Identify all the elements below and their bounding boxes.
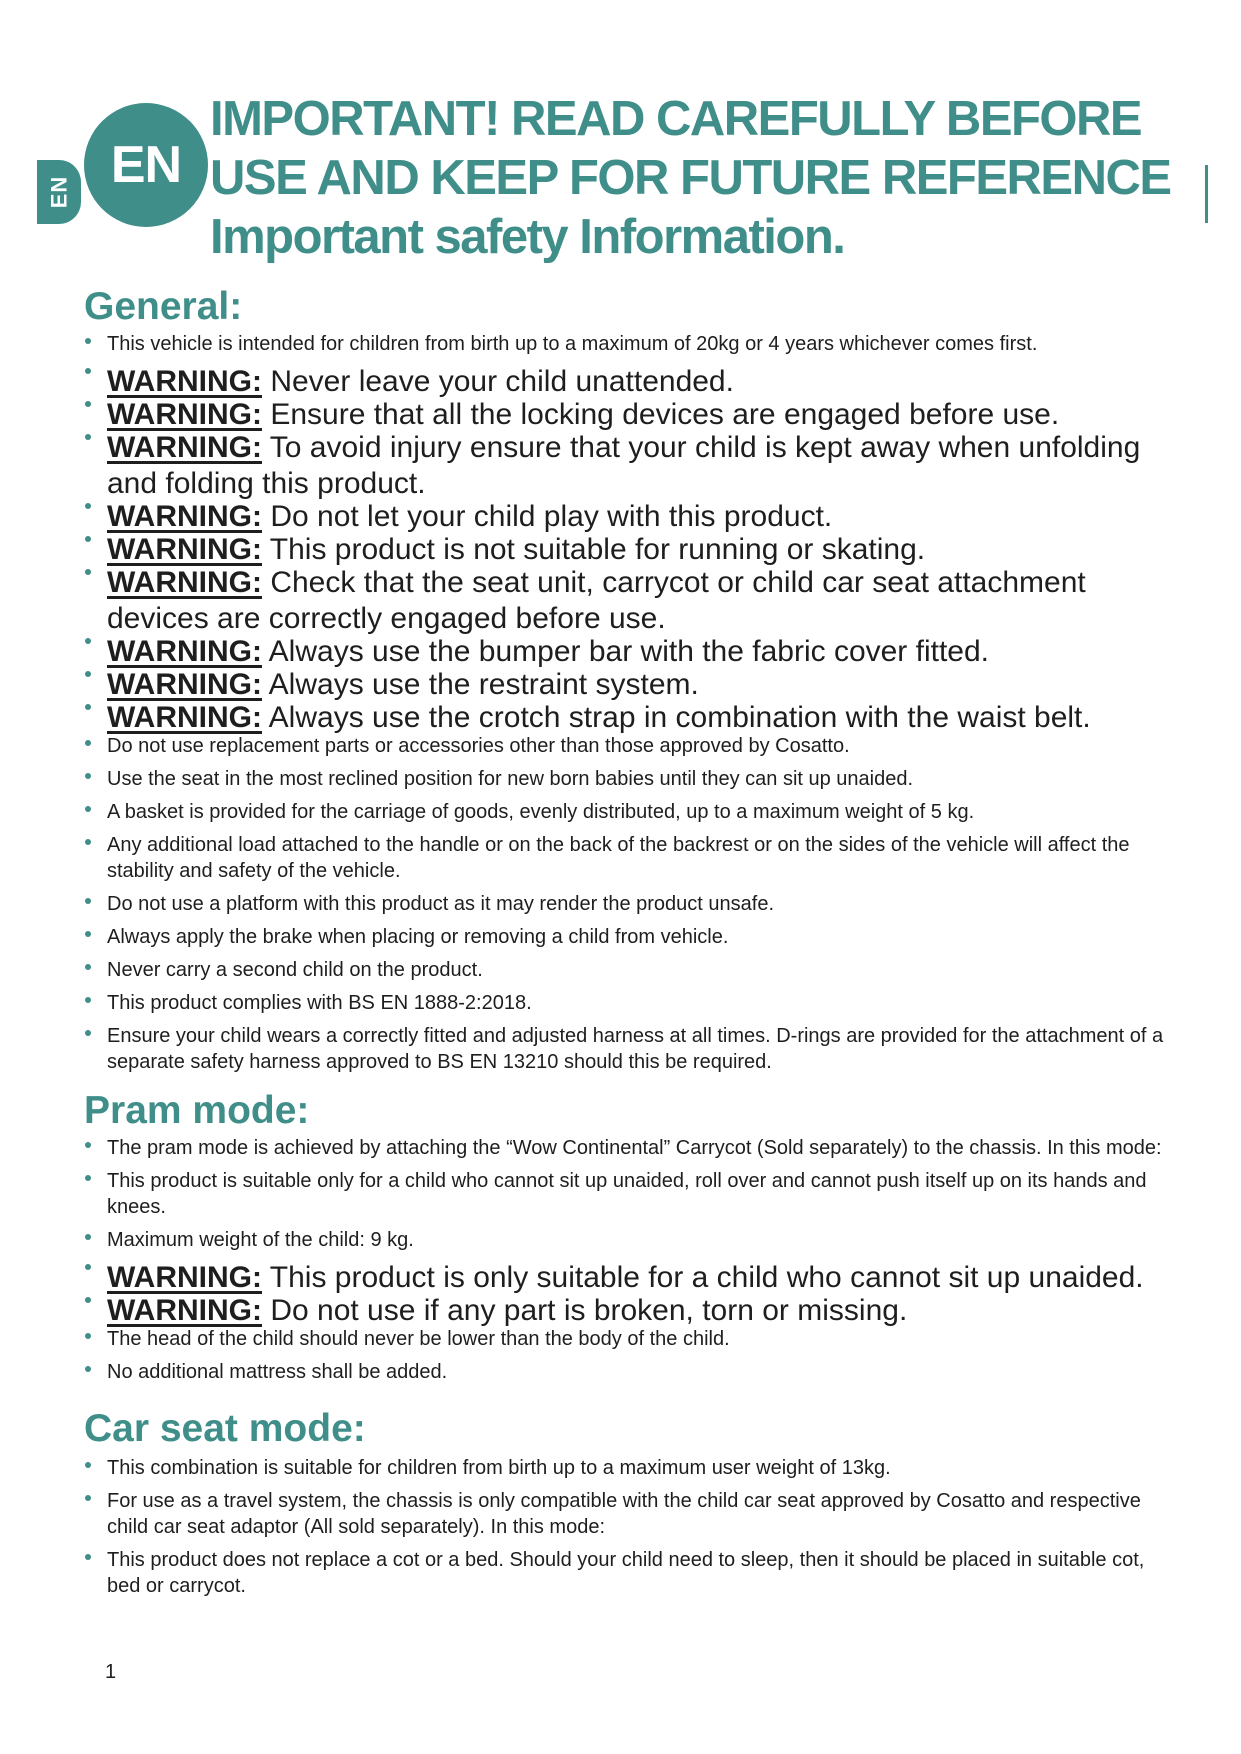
list-item <box>84 891 1164 917</box>
warning-label: WARNING: <box>107 500 262 533</box>
list-item <box>84 1023 1164 1075</box>
warning-label: WARNING: <box>107 365 262 398</box>
warning-item <box>84 700 1164 736</box>
warning-text: Never leave your child unattended. <box>270 365 734 398</box>
item-text: For use as a travel system, the chassis is only compatible with the child car seat approved by Cosatto and respective child car seat adaptor (All sold separately). In this mode: <box>107 1490 1141 1538</box>
list-item <box>84 766 1164 792</box>
item-text: The head of the child should never be lower than the body of the child. <box>107 1328 730 1350</box>
warning-item <box>84 499 1164 535</box>
list-item <box>84 1135 1164 1161</box>
warning-label: WARNING: <box>107 566 262 599</box>
warning-item <box>84 565 1164 637</box>
item-text: This vehicle is intended for children from birth up to a maximum of 20kg or 4 years whichever comes first. <box>107 333 1038 355</box>
pram-mode-list <box>84 1135 1164 1385</box>
item-text: This combination is suitable for children from birth up to a maximum user weight of 13kg. <box>107 1457 891 1479</box>
list-item <box>84 1359 1164 1385</box>
language-side-tab <box>37 160 81 224</box>
language-badge-label: EN <box>110 136 182 194</box>
warning-item <box>84 667 1164 703</box>
general-list <box>84 331 1164 1075</box>
warning-text: Do not let your child play with this product. <box>270 500 833 533</box>
list-item <box>84 924 1164 950</box>
warning-label: WARNING: <box>107 398 262 431</box>
warning-item <box>84 532 1164 568</box>
warning-text: To avoid injury ensure that your child is kept away when unfolding and folding this product. <box>107 431 1141 500</box>
warning-text: This product is only suitable for a child who cannot sit up unaided. <box>269 1261 1144 1294</box>
safety-content <box>84 285 1164 1606</box>
list-item <box>84 799 1164 825</box>
item-text: No additional mattress shall be added. <box>107 1361 448 1383</box>
car-seat-mode-list <box>84 1455 1164 1599</box>
item-text: Use the seat in the most reclined position for new born babies until they can sit up unaided. <box>107 768 914 790</box>
list-item <box>84 331 1164 357</box>
warning-text: Check that the seat unit, carrycot or child car seat attachment devices are correctly engaged before use. <box>107 566 1086 635</box>
warning-label: WARNING: <box>107 1261 262 1294</box>
warning-label: WARNING: <box>107 635 262 668</box>
section-heading-pram-mode: Pram mode: <box>84 1089 310 1132</box>
item-text: This product does not replace a cot or a bed. Should your child need to sleep, then it should be placed in suitable cot, bed or carrycot. <box>107 1549 1145 1597</box>
list-item <box>84 832 1164 884</box>
title-line-2: USE AND KEEP FOR FUTURE REFERENCE <box>210 151 1171 205</box>
warning-item <box>84 634 1164 670</box>
list-item <box>84 1547 1164 1599</box>
warning-item <box>84 397 1164 433</box>
language-badge <box>84 103 208 227</box>
list-item <box>84 1488 1164 1540</box>
warning-text: Always use the crotch strap in combination with the waist belt. <box>268 701 1091 734</box>
item-text: Never carry a second child on the product. <box>107 959 483 981</box>
list-item <box>84 1455 1164 1481</box>
list-item <box>84 733 1164 759</box>
list-item <box>84 990 1164 1016</box>
item-text: Ensure your child wears a correctly fitted and adjusted harness at all times. D-rings are provided for the attachment of a separate safety harness approved to BS EN 13210 should this be required. <box>107 1025 1164 1073</box>
item-text: Any additional load attached to the handle or on the back of the backrest or on the sides of the vehicle will affect the stability and safety of the vehicle. <box>107 834 1130 882</box>
warning-text: Always use the restraint system. <box>268 668 699 701</box>
warning-label: WARNING: <box>107 431 262 464</box>
page-number: 1 <box>105 1661 117 1683</box>
warning-text: Ensure that all the locking devices are engaged before use. <box>270 398 1060 431</box>
section-heading-car-seat-mode: Car seat mode: <box>84 1407 366 1450</box>
item-text: A basket is provided for the carriage of goods, evenly distributed, up to a maximum weight of 5 kg. <box>107 801 975 823</box>
item-text: This product is suitable only for a child who cannot sit up unaided, roll over and cannot push itself up on its hands and knees. <box>107 1170 1147 1218</box>
section-heading-general: General: <box>84 285 243 328</box>
page-title <box>210 90 1210 267</box>
title-line-1: IMPORTANT! READ CAREFULLY BEFORE <box>210 92 1142 146</box>
section-general <box>84 285 1164 1075</box>
item-text: This product complies with BS EN 1888-2:2018. <box>107 992 532 1014</box>
warning-text: This product is not suitable for running or skating. <box>269 533 926 566</box>
list-item <box>84 1168 1164 1220</box>
section-car-seat-mode <box>84 1407 1164 1599</box>
section-pram-mode <box>84 1089 1164 1385</box>
warning-item <box>84 1293 1164 1329</box>
item-text: The pram mode is achieved by attaching the “Wow Continental” Carrycot (Sold separately) to the chassis. In this mode: <box>107 1137 1162 1159</box>
item-text: Always apply the brake when placing or removing a child from vehicle. <box>107 926 729 948</box>
warning-label: WARNING: <box>107 701 262 734</box>
warning-item <box>84 430 1164 502</box>
item-text: Maximum weight of the child: 9 kg. <box>107 1229 414 1251</box>
list-item <box>84 957 1164 983</box>
list-item <box>84 1326 1164 1352</box>
title-line-3: Important safety Information. <box>210 210 845 264</box>
list-item <box>84 1227 1164 1253</box>
warning-label: WARNING: <box>107 1294 262 1327</box>
warning-text: Do not use if any part is broken, torn or missing. <box>270 1294 908 1327</box>
language-side-tab-label: EN <box>46 175 71 209</box>
warning-label: WARNING: <box>107 533 262 566</box>
item-text: Do not use a platform with this product as it may render the product unsafe. <box>107 893 775 915</box>
warning-text: Always use the bumper bar with the fabric cover fitted. <box>268 635 990 668</box>
warning-item <box>84 364 1164 400</box>
warning-label: WARNING: <box>107 668 262 701</box>
warning-item <box>84 1260 1164 1296</box>
item-text: Do not use replacement parts or accessories other than those approved by Cosatto. <box>107 735 850 757</box>
